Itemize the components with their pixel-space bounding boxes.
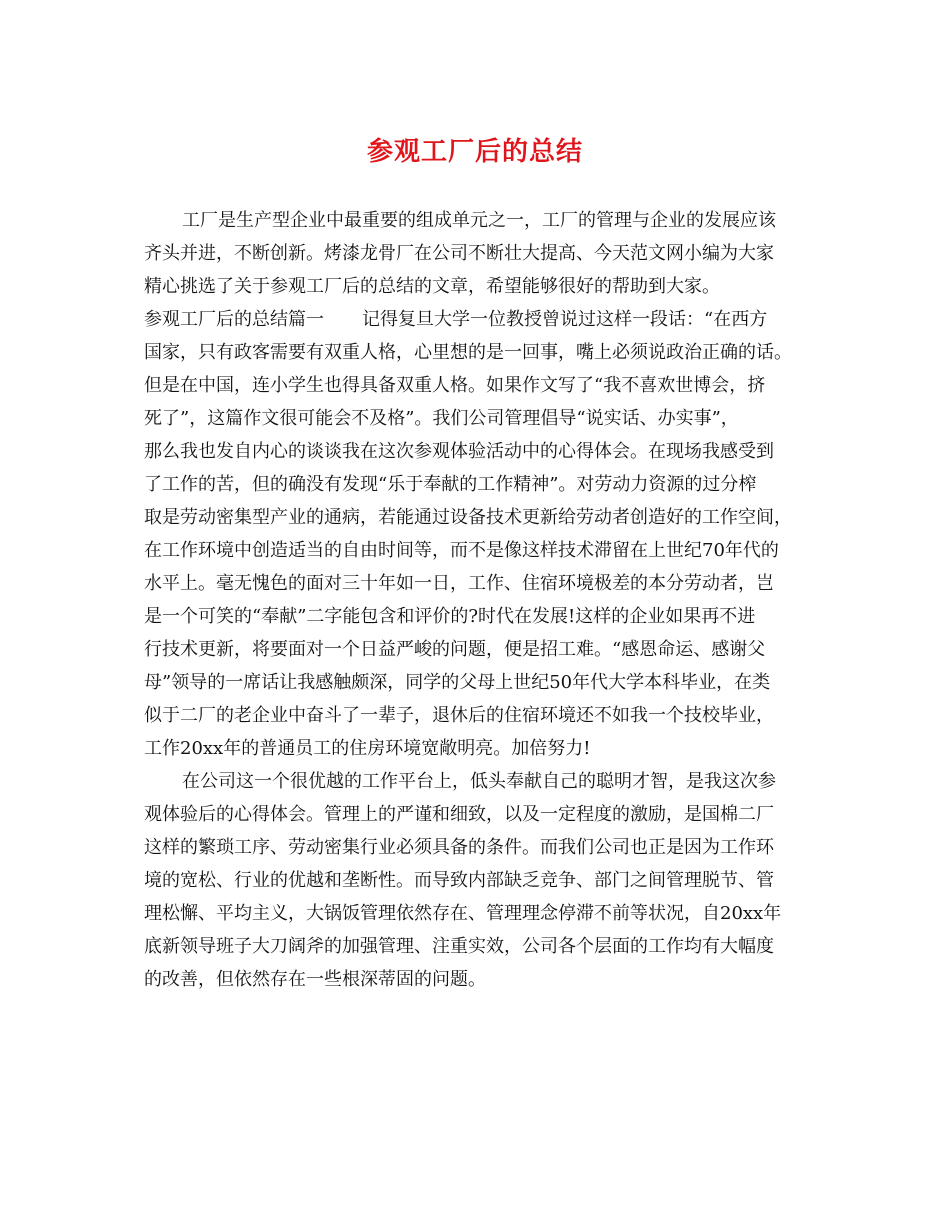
paragraph-line: 精心挑选了关于参观工厂后的总结的文章，希望能够很好的帮助到大家。 bbox=[144, 276, 720, 297]
paragraph-line: 的改善，但依然存在一些根深蒂固的问题。 bbox=[144, 969, 486, 990]
paragraph-line: 似于二厂的老企业中奋斗了一辈子，退休后的住宿环境还不如我一个技校毕业， bbox=[144, 705, 774, 726]
paragraph-line: 境的宽松、行业的优越和垄断性。而导致内部缺乏竞争、部门之间管理脱节、管 bbox=[144, 870, 774, 891]
paragraph-line: 观体验后的心得体会。管理上的严谨和细致，以及一定程度的激励，是国棉二厂 bbox=[144, 804, 774, 825]
paragraph-line: 国家，只有政客需要有双重人格，心里想的是一回事，嘴上必须说政治正确的话。 bbox=[144, 342, 792, 363]
paragraph-line: 水平上。毫无愧色的面对三十年如一日，工作、住宿环境极差的本分劳动者，岂 bbox=[144, 573, 774, 594]
paragraph-line: 母”领导的一席话让我感触颇深，同学的父母上世纪50年代大学本科毕业，在类 bbox=[144, 672, 771, 693]
paragraph-line: 是一个可笑的“奉献”二字能包含和评价的?时代在发展!这样的企业如果再不进 bbox=[144, 606, 756, 627]
paragraph-line: 在工作环境中创造适当的自由时间等，而不是像这样技术滞留在上世纪70年代的 bbox=[144, 540, 779, 561]
paragraph-line: 死了”，这篇作文很可能会不及格”。我们公司管理倡导“说实话、办实事”， bbox=[144, 408, 739, 429]
paragraph-line: 工厂是生产型企业中最重要的组成单元之一，工厂的管理与企业的发展应该 bbox=[182, 210, 776, 231]
paragraph-line: 齐头并进，不断创新。烤漆龙骨厂在公司不断壮大提高、今天范文网小编为大家 bbox=[144, 243, 774, 264]
section-heading: 参观工厂后的总结篇一 bbox=[144, 309, 324, 330]
paragraph-line: 在公司这一个很优越的工作平台上，低头奉献自己的聪明才智，是我这次参 bbox=[182, 771, 776, 792]
paragraph-line: 理松懈、平均主义，大锅饭管理依然存在、管理理念停滞不前等状况，自20xx年 bbox=[144, 903, 782, 924]
paragraph-line: 取是劳动密集型产业的通病，若能通过设备技术更新给劳动者创造好的工作空间， bbox=[144, 507, 792, 528]
paragraph-text: 记得复旦大学一位教授曾说过这样一段话：“在西方 bbox=[362, 309, 768, 330]
document-body bbox=[144, 204, 816, 996]
paragraph-line: 了工作的苦，但的确没有发现“乐于奉献的工作精神”。对劳动力资源的过分榨 bbox=[144, 474, 757, 495]
paragraph-line: 工作20xx年的普通员工的住房环境宽敞明亮。加倍努力! bbox=[144, 738, 591, 759]
paragraph-line bbox=[144, 303, 816, 336]
paragraph-line: 但是在中国，连小学生也得具备双重人格。如果作文写了“我不喜欢世博会，挤 bbox=[144, 375, 766, 396]
paragraph-line: 底新领导班子大刀阔斧的加强管理、注重实效，公司各个层面的工作均有大幅度 bbox=[144, 936, 774, 957]
document-title: 参观工厂后的总结 bbox=[366, 137, 583, 167]
paragraph-line: 那么我也发自内心的谈谈我在这次参观体验活动中的心得体会。在现场我感受到 bbox=[144, 441, 774, 462]
paragraph-line: 行技术更新，将要面对一个日益严峻的问题，便是招工难。“感恩命运、感谢父 bbox=[144, 639, 766, 660]
paragraph-line: 这样的繁琐工序、劳动密集行业必须具备的条件。而我们公司也正是因为工作环 bbox=[144, 837, 774, 858]
